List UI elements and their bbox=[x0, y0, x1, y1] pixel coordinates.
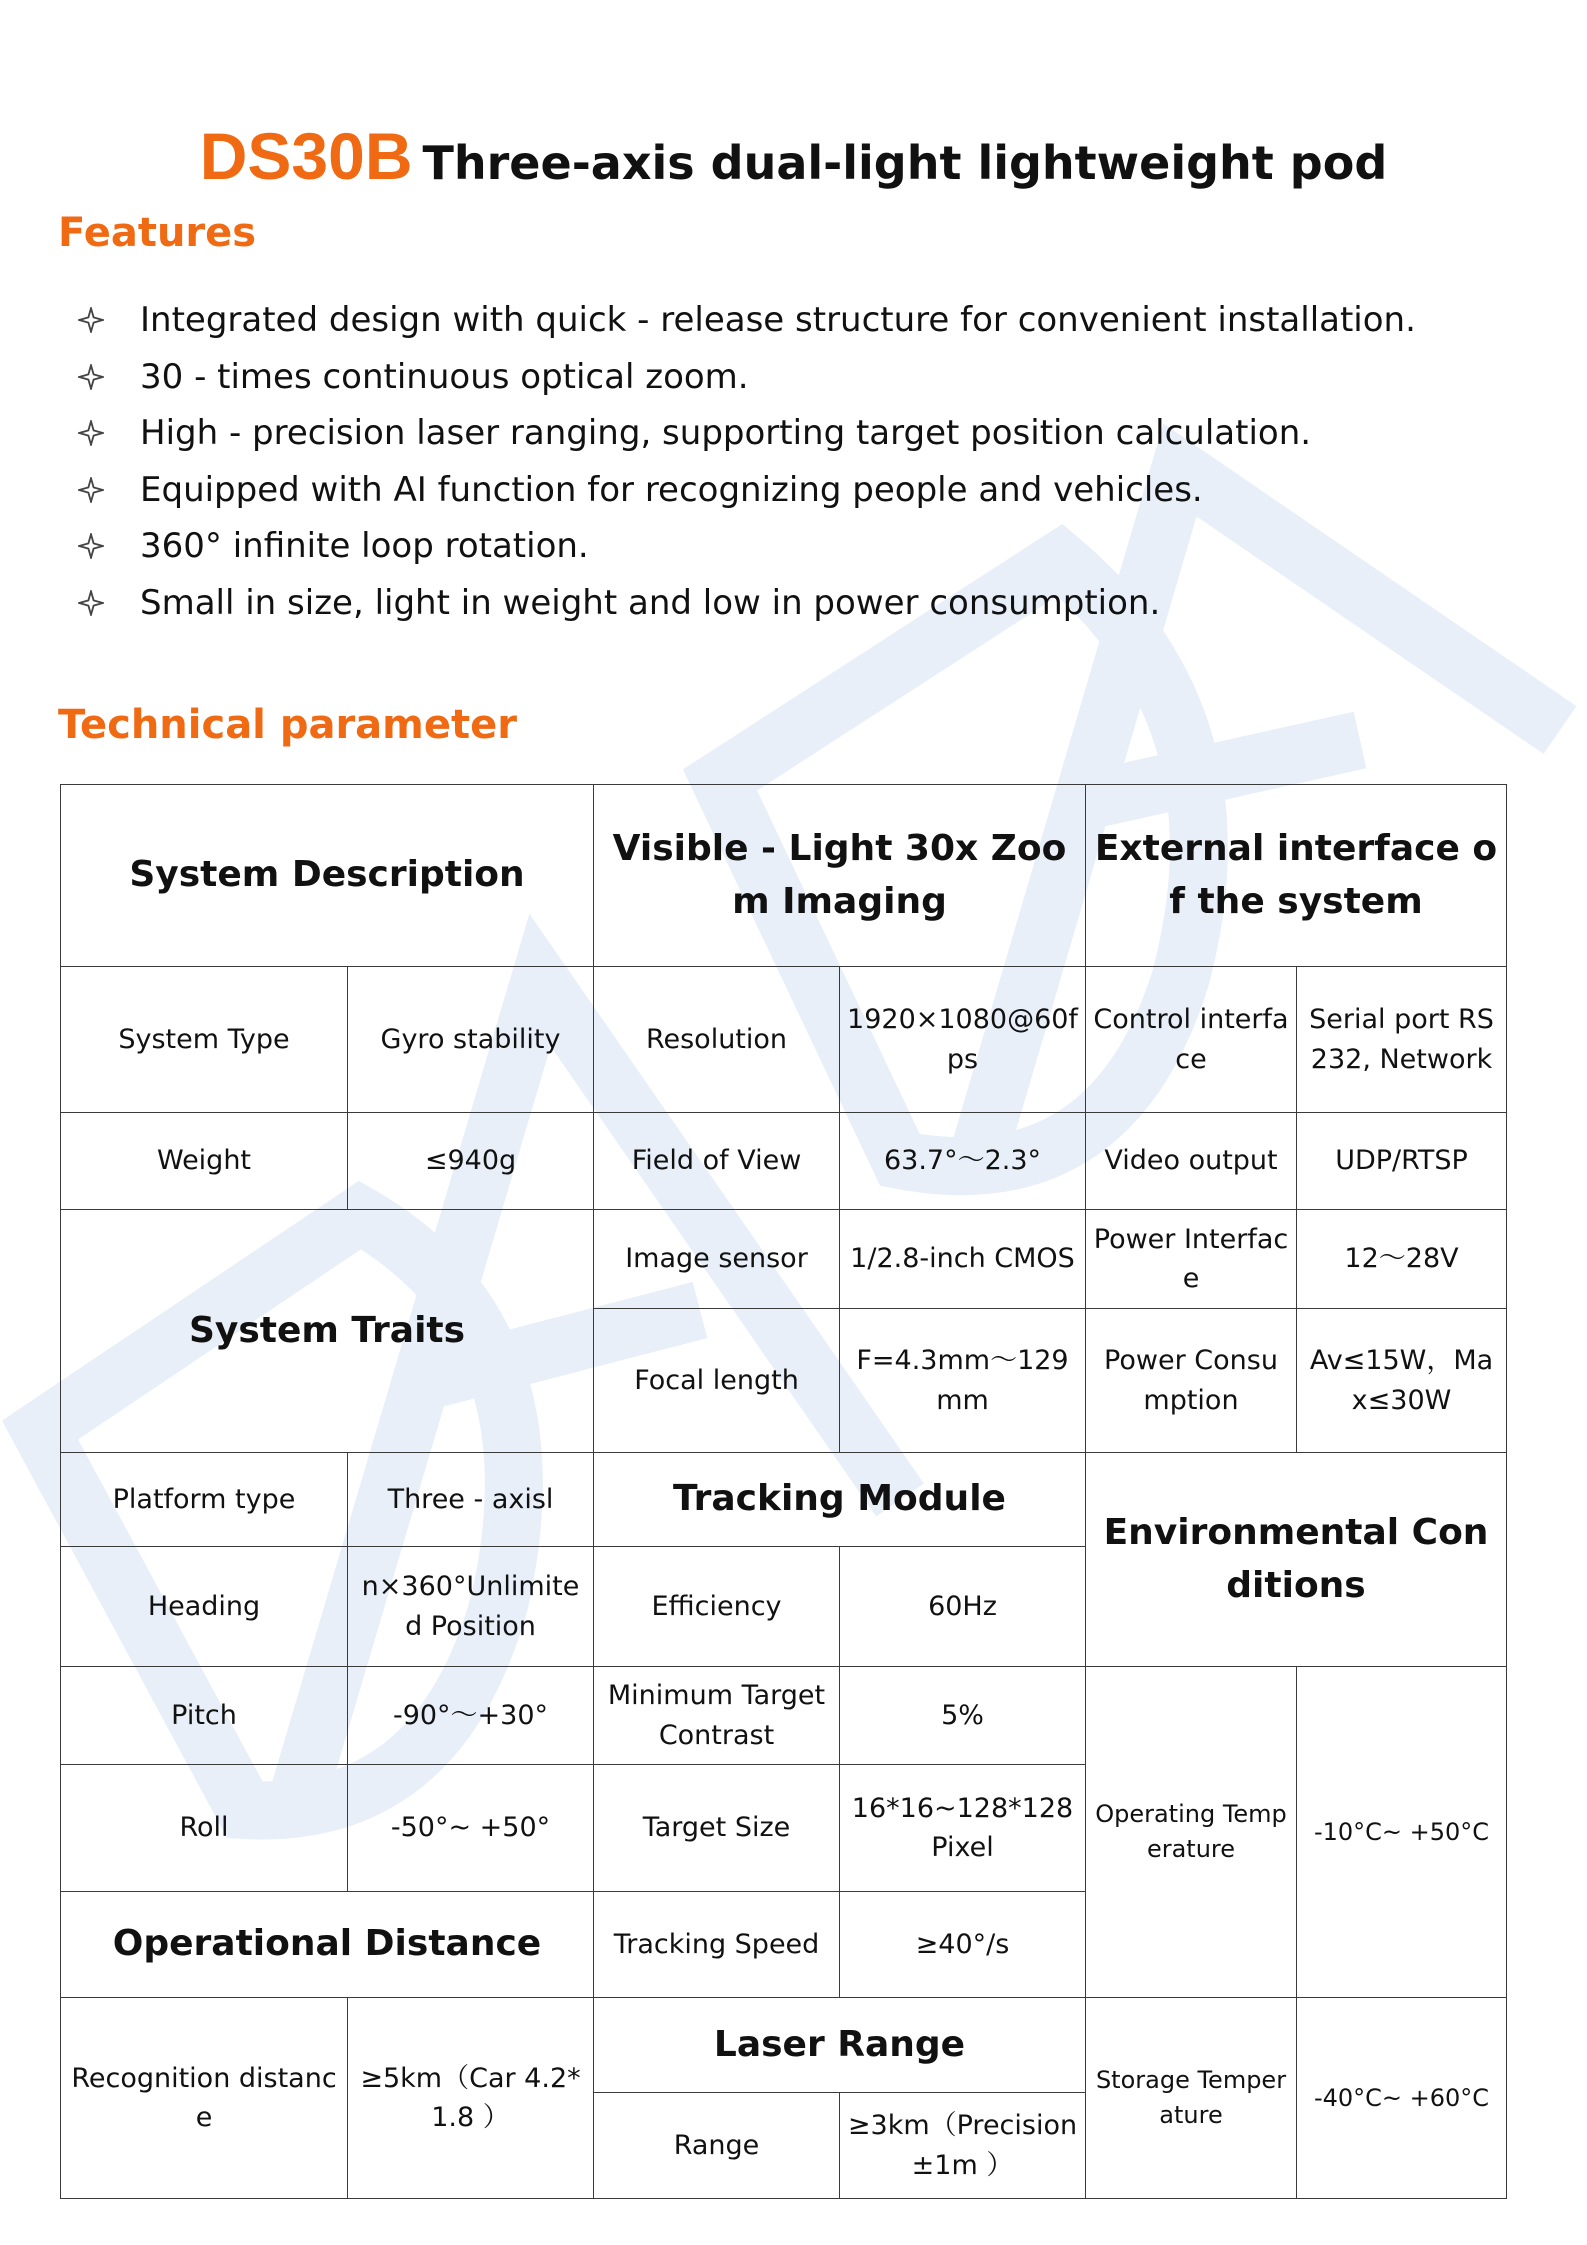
feature-text: 30 - times continuous optical zoom. bbox=[140, 356, 749, 397]
system-type-label: System Type bbox=[61, 967, 348, 1113]
pitch-value: -90°～+30° bbox=[348, 1667, 594, 1765]
four-point-star-icon bbox=[78, 307, 104, 333]
features-heading: Features bbox=[58, 210, 257, 256]
table-row bbox=[61, 1667, 1507, 1765]
visible-light-header: Visible - Light 30x Zoom Imaging bbox=[594, 785, 1086, 967]
table-row bbox=[61, 785, 1507, 967]
feature-item bbox=[78, 462, 1416, 519]
feature-text: Equipped with AI function for recognizing people and vehicles. bbox=[140, 469, 1203, 510]
feature-item bbox=[78, 292, 1416, 349]
title-brand: DS30B bbox=[199, 119, 413, 193]
recognition-distance-label: Recognition distance bbox=[61, 1998, 348, 2199]
min-contrast-value: 5% bbox=[840, 1667, 1086, 1765]
table-row bbox=[61, 1453, 1507, 1547]
storage-temp-value: -40°C~ +60°C bbox=[1297, 1998, 1507, 2199]
feature-item bbox=[78, 518, 1416, 575]
min-contrast-label: Minimum Target Contrast bbox=[594, 1667, 840, 1765]
feature-text: Integrated design with quick - release structure for convenient installation. bbox=[140, 300, 1416, 341]
tracking-speed-label: Tracking Speed bbox=[594, 1892, 840, 1998]
system-type-value: Gyro stability bbox=[348, 967, 594, 1113]
technical-parameter-heading: Technical parameter bbox=[58, 702, 517, 748]
tracking-module-header: Tracking Module bbox=[594, 1453, 1086, 1547]
four-point-star-icon bbox=[78, 477, 104, 503]
fov-label: Field of View bbox=[594, 1113, 840, 1210]
resolution-value: 1920×1080@60fps bbox=[840, 967, 1086, 1113]
operational-distance-header: Operational Distance bbox=[61, 1892, 594, 1998]
heading-label: Heading bbox=[61, 1547, 348, 1667]
storage-temp-label: Storage Temperature bbox=[1086, 1998, 1297, 2199]
system-traits-header: System Traits bbox=[61, 1210, 594, 1453]
table-row bbox=[61, 967, 1507, 1113]
efficiency-value: 60Hz bbox=[840, 1547, 1086, 1667]
four-point-star-icon bbox=[78, 364, 104, 390]
document-title bbox=[0, 118, 1587, 194]
video-output-label: Video output bbox=[1086, 1113, 1297, 1210]
tracking-speed-value: ≥40°/s bbox=[840, 1892, 1086, 1998]
operating-temp-value: -10°C~ +50°C bbox=[1297, 1667, 1507, 1998]
heading-value: n×360°Unlimited Position bbox=[348, 1547, 594, 1667]
table-row bbox=[61, 1998, 1507, 2093]
video-output-value: UDP/RTSP bbox=[1297, 1113, 1507, 1210]
platform-type-value: Three - axisl bbox=[348, 1453, 594, 1547]
control-interface-label: Control interface bbox=[1086, 967, 1297, 1113]
target-size-label: Target Size bbox=[594, 1765, 840, 1892]
spec-table bbox=[60, 784, 1507, 2199]
feature-item bbox=[78, 405, 1416, 462]
laser-range-header: Laser Range bbox=[594, 1998, 1086, 2093]
efficiency-label: Efficiency bbox=[594, 1547, 840, 1667]
recognition-distance-value: ≥5km（Car 4.2*1.8 ） bbox=[348, 1998, 594, 2199]
feature-item bbox=[78, 349, 1416, 406]
range-value: ≥3km（Precision±1m ） bbox=[840, 2093, 1086, 2199]
resolution-label: Resolution bbox=[594, 967, 840, 1113]
external-interface-header: External interface of the system bbox=[1086, 785, 1507, 967]
focal-length-label: Focal length bbox=[594, 1309, 840, 1453]
platform-type-label: Platform type bbox=[61, 1453, 348, 1547]
range-label: Range bbox=[594, 2093, 840, 2199]
feature-text: High - precision laser ranging, supporting target position calculation. bbox=[140, 413, 1312, 454]
power-interface-value: 12～28V bbox=[1297, 1210, 1507, 1309]
feature-item bbox=[78, 575, 1416, 632]
system-description-header: System Description bbox=[61, 785, 594, 967]
feature-text: 360° infinite loop rotation. bbox=[140, 526, 589, 567]
table-row bbox=[61, 1210, 1507, 1309]
focal-length-value: F=4.3mm～129mm bbox=[840, 1309, 1086, 1453]
roll-label: Roll bbox=[61, 1765, 348, 1892]
image-sensor-label: Image sensor bbox=[594, 1210, 840, 1309]
four-point-star-icon bbox=[78, 533, 104, 559]
weight-label: Weight bbox=[61, 1113, 348, 1210]
environmental-conditions-header: Environmental Conditions bbox=[1086, 1453, 1507, 1667]
four-point-star-icon bbox=[78, 420, 104, 446]
operating-temp-label: Operating Temperature bbox=[1086, 1667, 1297, 1998]
roll-value: -50°~ +50° bbox=[348, 1765, 594, 1892]
title-text: Three-axis dual-light lightweight pod bbox=[422, 136, 1388, 190]
fov-value: 63.7°～2.3° bbox=[840, 1113, 1086, 1210]
four-point-star-icon bbox=[78, 590, 104, 616]
features-list bbox=[78, 292, 1416, 631]
control-interface-value: Serial port RS232, Network bbox=[1297, 967, 1507, 1113]
table-row bbox=[61, 1113, 1507, 1210]
target-size-value: 16*16~128*128 Pixel bbox=[840, 1765, 1086, 1892]
feature-text: Small in size, light in weight and low in power consumption. bbox=[140, 582, 1161, 623]
power-interface-label: Power Interface bbox=[1086, 1210, 1297, 1309]
pitch-label: Pitch bbox=[61, 1667, 348, 1765]
power-consumption-value: Av≤15W，Max≤30W bbox=[1297, 1309, 1507, 1453]
power-consumption-label: Power Consumption bbox=[1086, 1309, 1297, 1453]
image-sensor-value: 1/2.8-inch CMOS bbox=[840, 1210, 1086, 1309]
weight-value: ≤940g bbox=[348, 1113, 594, 1210]
